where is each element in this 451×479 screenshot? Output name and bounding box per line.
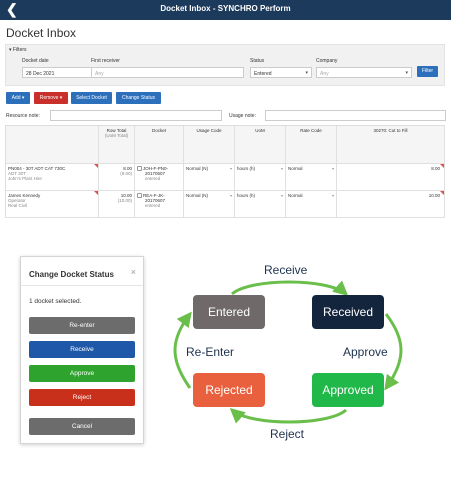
docket-cell[interactable]: [135, 164, 184, 191]
status-select[interactable]: [250, 67, 312, 78]
row-total-uom: (10.00): [117, 198, 132, 203]
node-approved: Approved: [312, 373, 384, 407]
cancel-button[interactable]: Cancel: [29, 418, 135, 435]
col-header-row-total: [99, 126, 135, 164]
col-header-docket: Docket: [135, 126, 184, 164]
table-row-resource: [6, 191, 99, 218]
flag-marker: [440, 164, 444, 168]
resource-company: John's Plant Hire: [8, 176, 42, 181]
col-header-rate-code: Rate Code: [286, 126, 337, 164]
resource-type: Operator: [8, 198, 26, 203]
flag-marker: [440, 191, 444, 195]
docket-grid: [5, 125, 445, 218]
row-total-cell: [99, 164, 135, 191]
table-row-resource: [6, 164, 99, 191]
edge-label-reenter: Re-Enter: [186, 345, 235, 359]
uom-value: hours (h): [237, 193, 256, 198]
edge-label-receive: Receive: [264, 263, 308, 277]
usage-note-label: Usage note:: [229, 113, 256, 119]
docket-checkbox[interactable]: [137, 193, 142, 198]
resource-note-label: Resource note:: [6, 113, 40, 119]
row-total-uom: (8.00): [120, 171, 132, 176]
chevron-down-icon: ▾: [305, 70, 308, 76]
docket-date-label: Docket date: [22, 58, 49, 64]
chevron-down-icon: ▾: [229, 193, 232, 198]
filters-panel: [5, 44, 445, 86]
page-title: Docket Inbox: [6, 26, 77, 40]
docket-id: JOH-F-PN0-: [143, 166, 168, 171]
status-label: Status: [250, 58, 265, 64]
first-receiver-placeholder: Any: [95, 71, 104, 77]
reject-button[interactable]: Reject: [29, 389, 135, 406]
status-workflow-diagram: [150, 250, 451, 450]
row-total-value: 10.00: [120, 193, 132, 198]
flag-marker: [94, 164, 98, 168]
grid-corner-header: [6, 126, 99, 164]
chevron-down-icon: ▾: [229, 166, 232, 171]
status-value: Entered: [254, 71, 272, 77]
rate-code-value: Normal: [288, 193, 303, 198]
remove-button[interactable]: Remove ▾: [34, 92, 68, 104]
chevron-down-icon: ▾: [405, 70, 408, 76]
chevron-down-icon: ▾: [331, 193, 334, 198]
col-header-uom: UoM: [235, 126, 286, 164]
first-receiver-label: First receiver: [91, 58, 120, 64]
cut-to-fill-value: 8.00: [431, 166, 440, 171]
company-label: Company: [316, 58, 338, 64]
app-title: Docket Inbox - SYNCHRO Perform: [160, 4, 291, 13]
docket-date-value: 28 Dec 2021: [26, 71, 55, 77]
dialog-message: 1 docket selected.: [29, 298, 82, 305]
docket-status: entered: [145, 176, 161, 182]
cut-to-fill-cell[interactable]: [337, 164, 445, 191]
cut-to-fill-cell[interactable]: [337, 191, 445, 218]
filter-button[interactable]: Filter: [417, 66, 438, 77]
select-docket-button[interactable]: Select Docket: [71, 92, 112, 104]
resource-company: Real Civil: [8, 203, 28, 208]
change-status-button[interactable]: Change Status: [116, 92, 161, 104]
usage-code-cell[interactable]: [184, 164, 235, 191]
arrow-approve: [386, 314, 401, 388]
uom-value: hours (h): [237, 166, 256, 171]
usage-code-value: Normal (N): [186, 166, 208, 171]
col-header-usage-code: Usage Code: [184, 126, 235, 164]
company-placeholder: Any: [320, 71, 329, 77]
col-header-cut-to-fill: 30270: Cut to Fill: [337, 126, 445, 164]
back-icon[interactable]: ❮: [6, 1, 18, 17]
node-entered: Entered: [193, 295, 265, 329]
resource-name: PN004 - 30T ADT CAT 730C: [8, 166, 66, 171]
chevron-down-icon: ▾: [331, 166, 334, 171]
dialog-title: Change Docket Status: [29, 270, 114, 279]
docket-id: REA-F-JK-: [143, 193, 165, 198]
uom-cell[interactable]: [235, 164, 286, 191]
row-total-cell: [99, 191, 135, 218]
chevron-down-icon: ▾: [280, 166, 283, 171]
approve-button[interactable]: Approve: [29, 365, 135, 382]
docket-checkbox[interactable]: [137, 166, 142, 171]
app-title-bar: [0, 0, 451, 20]
col-header-row-total-label: Row Total: [106, 128, 127, 133]
docket-cell[interactable]: [135, 191, 184, 218]
usage-code-value: Normal (N): [186, 193, 208, 198]
first-receiver-input[interactable]: [91, 67, 244, 78]
filters-toggle[interactable]: ▾ Filters: [9, 47, 27, 53]
chevron-down-icon: ▾: [280, 193, 283, 198]
docket-status: entered: [145, 203, 161, 209]
node-received: Received: [312, 295, 384, 329]
resource-type: ADT 30T: [8, 171, 26, 176]
row-total-value: 8.00: [123, 166, 132, 171]
col-header-row-total-unit: (UoM Total): [104, 133, 129, 138]
receive-button[interactable]: Receive: [29, 341, 135, 358]
usage-note-input[interactable]: [265, 110, 446, 121]
arrow-reject: [232, 410, 346, 422]
close-icon[interactable]: ×: [130, 267, 136, 277]
rate-code-cell[interactable]: [286, 191, 337, 218]
resource-note-input[interactable]: [50, 110, 222, 121]
resource-name: James Kennedy: [8, 193, 41, 198]
cut-to-fill-value: 10.00: [428, 193, 440, 198]
arrow-receive: [232, 282, 346, 294]
node-rejected: Rejected: [193, 373, 265, 407]
add-button[interactable]: Add ▾: [6, 92, 30, 104]
usage-code-cell[interactable]: [184, 191, 235, 218]
rate-code-cell[interactable]: [286, 164, 337, 191]
uom-cell[interactable]: [235, 191, 286, 218]
docket-date-input[interactable]: [22, 67, 92, 78]
docket-date: 20170607: [145, 198, 166, 204]
reenter-button[interactable]: Re-enter: [29, 317, 135, 334]
edge-label-reject: Reject: [270, 427, 305, 441]
change-status-dialog: [20, 256, 144, 444]
dialog-divider: [21, 285, 143, 286]
flag-marker: [94, 191, 98, 195]
docket-date: 20170607: [145, 171, 166, 177]
company-select[interactable]: [316, 67, 412, 78]
rate-code-value: Normal: [288, 166, 303, 171]
edge-label-approve: Approve: [343, 345, 388, 359]
